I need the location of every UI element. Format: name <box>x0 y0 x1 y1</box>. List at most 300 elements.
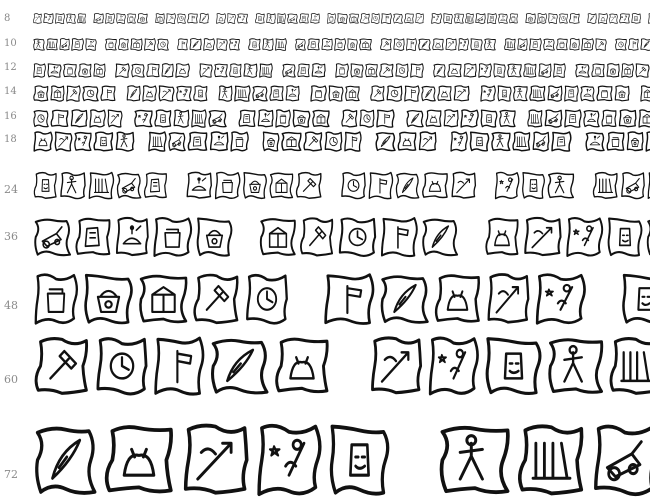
feather-icon <box>189 38 203 51</box>
bucket-icon <box>137 13 149 24</box>
glyph-word <box>480 85 631 102</box>
lawnmower-icon <box>33 216 74 258</box>
boy-face-icon <box>606 216 646 258</box>
glyph-word <box>340 171 478 200</box>
hammer-icon <box>33 335 94 397</box>
clock-wheel-icon <box>395 63 410 78</box>
stars-moon-icon <box>427 335 483 397</box>
gift-box-icon <box>537 13 548 24</box>
clock-wheel-icon <box>359 109 376 128</box>
jar-icon <box>310 85 328 102</box>
lawnmower-icon <box>116 171 143 200</box>
lawnmower-icon <box>538 63 553 78</box>
lawnmower-icon <box>208 109 228 128</box>
feather-icon <box>209 335 273 397</box>
hand-card-icon <box>71 38 85 51</box>
cat-icon <box>397 131 418 152</box>
glyph-word <box>218 85 301 102</box>
gift-box-icon <box>581 38 595 51</box>
bucket-icon <box>118 38 130 51</box>
clock-wheel-icon <box>131 63 146 78</box>
glyph-word <box>335 63 425 78</box>
size-label: 16 <box>4 111 17 122</box>
glyph-word <box>368 335 650 397</box>
lawnmower-icon <box>532 131 551 152</box>
hand-card-icon <box>238 109 257 128</box>
hammer-icon <box>370 85 386 102</box>
glyph-word <box>33 335 334 397</box>
books-shelf-icon <box>234 85 252 102</box>
cat-icon <box>203 38 216 51</box>
teapot-icon <box>116 13 127 24</box>
feather-icon <box>33 422 102 498</box>
sign-post-icon <box>153 335 209 397</box>
glyph-word <box>33 109 124 128</box>
hand-card-icon <box>564 109 583 128</box>
glyph-word <box>259 216 461 258</box>
teapot-icon <box>85 38 98 51</box>
cat-icon <box>175 63 191 78</box>
dancer-icon <box>243 63 259 78</box>
clock-wheel-icon <box>371 13 381 24</box>
gift-box-icon <box>269 171 295 200</box>
stars-moon-icon <box>229 38 241 51</box>
arrow-scroll-icon <box>368 335 427 397</box>
clock-wheel-icon <box>244 272 293 326</box>
stars-moon-icon <box>74 131 93 152</box>
jar-icon <box>509 13 519 24</box>
glyph-word <box>375 131 438 152</box>
hammer-icon <box>548 13 559 24</box>
stars-moon-icon <box>458 38 470 51</box>
glyph-sample-text <box>33 37 650 51</box>
gift-box-icon <box>345 85 361 102</box>
waterfall-row <box>0 170 650 200</box>
jar-icon <box>33 272 82 326</box>
hand-card-icon <box>551 131 573 152</box>
books-shelf-icon <box>523 63 538 78</box>
sign-post-icon <box>50 109 70 128</box>
jar-icon <box>327 13 337 24</box>
jar-icon <box>127 13 137 24</box>
glyph-word <box>33 272 293 326</box>
stars-moon-icon <box>478 63 493 78</box>
cat-icon <box>33 131 54 152</box>
arrow-scroll-icon <box>445 38 458 51</box>
hammer-icon <box>144 38 157 51</box>
stars-moon-icon <box>255 422 327 498</box>
dancer-icon <box>547 335 608 397</box>
jar-icon <box>105 38 118 51</box>
glyph-sample-text <box>33 13 650 24</box>
waterfall-row <box>0 266 650 326</box>
size-label: 48 <box>4 299 18 312</box>
jar-icon <box>591 63 606 78</box>
bucket-icon <box>350 63 365 78</box>
glyph-word <box>33 38 98 51</box>
gift-box-icon <box>640 85 650 102</box>
stars-moon-icon <box>619 13 631 24</box>
waterfall-row <box>0 13 650 24</box>
arrow-scroll-icon <box>415 13 425 24</box>
teapot-icon <box>310 13 321 24</box>
feather-icon <box>418 38 432 51</box>
glyph-word <box>33 131 136 152</box>
teapot-icon <box>575 63 591 78</box>
teapot-icon <box>583 109 601 128</box>
waterfall-row <box>0 108 650 128</box>
hammer-icon <box>380 38 393 51</box>
teapot-icon <box>585 131 606 152</box>
glyph-word <box>148 131 250 152</box>
clock-wheel-icon <box>559 13 569 24</box>
lawnmower-icon <box>287 13 299 24</box>
stars-moon-icon <box>237 13 249 24</box>
teapot-icon <box>543 38 556 51</box>
glyph-word <box>238 109 331 128</box>
glyph-word <box>592 171 650 200</box>
books-shelf-icon <box>527 109 544 128</box>
feather-icon <box>406 109 425 128</box>
cat-icon <box>425 109 443 128</box>
gift-box-icon <box>130 38 144 51</box>
feather-icon <box>375 131 397 152</box>
clock-wheel-icon <box>82 85 100 102</box>
clock-wheel-icon <box>386 85 404 102</box>
sign-post-icon <box>376 109 396 128</box>
clock-wheel-icon <box>94 335 153 397</box>
bucket-icon <box>614 85 631 102</box>
dancer-icon <box>266 13 277 24</box>
glyph-word <box>177 38 241 51</box>
cat-icon <box>216 13 227 24</box>
glyph-word <box>126 85 209 102</box>
hammer-icon <box>192 272 244 326</box>
hand-card-icon <box>33 63 47 78</box>
gift-box-icon <box>138 272 192 326</box>
hammer-icon <box>303 131 324 152</box>
waterfall-row <box>0 130 650 152</box>
size-label: 8 <box>4 13 11 24</box>
boy-face-icon <box>33 171 59 200</box>
teapot-icon <box>285 85 301 102</box>
size-label: 60 <box>4 373 18 386</box>
books-shelf-icon <box>88 171 116 200</box>
glyph-sample-text <box>33 84 650 102</box>
bucket-icon <box>242 171 269 200</box>
glyph-word <box>484 216 650 258</box>
arrow-scroll-icon <box>453 85 471 102</box>
feather-icon <box>379 272 433 326</box>
dancer-icon <box>454 13 465 24</box>
stars-moon-icon <box>214 63 229 78</box>
books-shelf-icon <box>504 38 517 51</box>
size-label: 10 <box>4 38 17 49</box>
feather-icon <box>70 109 89 128</box>
bucket-icon <box>569 38 581 51</box>
boy-face-icon <box>193 85 209 102</box>
sign-post-icon <box>569 13 581 24</box>
jar-icon <box>152 216 195 258</box>
size-label: 18 <box>4 134 17 145</box>
feather-icon <box>199 13 210 24</box>
glyph-word <box>248 38 288 51</box>
dancer-icon <box>646 216 650 258</box>
lawnmower-icon <box>168 131 187 152</box>
books-shelf-icon <box>275 38 288 51</box>
stars-moon-icon <box>43 13 55 24</box>
jar-icon <box>601 109 618 128</box>
dancer-icon <box>491 131 512 152</box>
feather-icon <box>421 85 437 102</box>
arrow-scroll-icon <box>485 272 534 326</box>
dancer-icon <box>484 38 497 51</box>
glyph-word <box>323 272 590 326</box>
sign-post-icon <box>410 63 425 78</box>
stars-moon-icon <box>565 216 606 258</box>
boy-face-icon <box>521 171 547 200</box>
size-label: 12 <box>4 62 17 73</box>
jar-icon <box>63 63 78 78</box>
cat-icon <box>484 216 522 258</box>
clock-wheel-icon <box>33 109 50 128</box>
sign-post-icon <box>628 38 640 51</box>
glyph-word <box>433 63 567 78</box>
glyph-word <box>370 85 471 102</box>
glyph-word <box>620 272 650 326</box>
glyph-sample-text <box>33 329 650 397</box>
gift-box-icon <box>349 13 360 24</box>
books-shelf-icon <box>148 131 168 152</box>
jar-icon <box>596 85 614 102</box>
glyph-word <box>33 171 169 200</box>
gift-box-icon <box>312 109 331 128</box>
dancer-icon <box>513 85 529 102</box>
gift-box-icon <box>50 85 66 102</box>
waterfall-row <box>0 61 650 78</box>
sign-post-icon <box>100 85 117 102</box>
jar-icon <box>334 38 347 51</box>
dancer-icon <box>262 38 275 51</box>
glyph-word <box>327 13 425 24</box>
gift-box-icon <box>281 131 303 152</box>
glyph-word <box>33 422 396 498</box>
books-shelf-icon <box>608 335 650 397</box>
lawnmower-icon <box>252 85 269 102</box>
hammer-icon <box>360 13 371 24</box>
books-shelf-icon <box>277 13 287 24</box>
lawnmower-icon <box>93 13 105 24</box>
teapot-icon <box>185 171 214 200</box>
gift-box-icon <box>621 63 635 78</box>
arrow-scroll-icon <box>227 13 237 24</box>
cat-icon <box>102 422 180 498</box>
size-label: 14 <box>4 86 17 97</box>
bucket-icon <box>82 272 138 326</box>
glyph-word <box>406 109 517 128</box>
cat-icon <box>404 13 415 24</box>
feather-icon <box>395 171 421 200</box>
boy-face-icon <box>470 38 484 51</box>
hammer-icon <box>341 109 359 128</box>
hand-card-icon <box>487 13 498 24</box>
size-label: 72 <box>4 468 18 481</box>
bucket-icon <box>606 63 621 78</box>
arrow-scroll-icon <box>54 131 74 152</box>
jar-icon <box>230 131 250 152</box>
feather-icon <box>161 63 175 78</box>
cat-icon <box>89 109 107 128</box>
waterfall-row <box>0 37 650 51</box>
arrow-scroll-icon <box>609 13 619 24</box>
dancer-icon <box>66 13 77 24</box>
gift-box-icon <box>365 63 379 78</box>
teapot-icon <box>47 63 63 78</box>
gift-box-icon <box>359 38 373 51</box>
hand-card-icon <box>269 85 285 102</box>
clock-wheel-icon <box>393 38 406 51</box>
glyph-word <box>525 13 581 24</box>
hammer-icon <box>166 13 177 24</box>
teapot-icon <box>311 63 327 78</box>
boy-face-icon <box>443 13 454 24</box>
lawnmower-icon <box>475 13 487 24</box>
glyph-word <box>33 85 117 102</box>
glyph-word <box>134 109 228 128</box>
feather-icon <box>421 216 461 258</box>
feather-icon <box>587 13 598 24</box>
sign-post-icon <box>368 171 395 200</box>
gift-box-icon <box>155 13 166 24</box>
cat-icon <box>447 63 463 78</box>
hammer-icon <box>115 63 131 78</box>
hand-card-icon <box>529 38 543 51</box>
feather-icon <box>640 38 650 51</box>
cat-icon <box>273 335 334 397</box>
books-shelf-icon <box>259 63 274 78</box>
jar-icon <box>556 38 569 51</box>
glyph-word <box>310 85 361 102</box>
arrow-scroll-icon <box>450 171 478 200</box>
cat-icon <box>437 85 453 102</box>
glyph-word <box>255 13 321 24</box>
dancer-icon <box>115 131 136 152</box>
arrow-scroll-icon <box>443 109 460 128</box>
boy-face-icon <box>497 85 513 102</box>
feather-icon <box>393 13 404 24</box>
glyph-word <box>216 13 249 24</box>
sign-post-icon <box>404 85 421 102</box>
stars-moon-icon <box>134 109 154 128</box>
sign-post-icon <box>344 131 363 152</box>
hand-card-icon <box>553 63 567 78</box>
bucket-icon <box>337 13 349 24</box>
glyph-word <box>33 63 107 78</box>
waterfall-row <box>0 84 650 102</box>
arrow-scroll-icon <box>463 63 478 78</box>
glyph-word <box>105 38 170 51</box>
arrow-scroll-icon <box>107 109 124 128</box>
glyph-sample-text <box>33 208 650 258</box>
bucket-icon <box>347 38 359 51</box>
glyph-word <box>587 13 642 24</box>
glyph-sample-text <box>33 130 650 152</box>
cat-icon <box>142 85 158 102</box>
arrow-scroll-icon <box>216 38 229 51</box>
boy-face-icon <box>154 109 173 128</box>
glyph-word <box>494 171 576 200</box>
hand-card-icon <box>74 216 114 258</box>
jar-icon <box>214 171 242 200</box>
jar-icon <box>335 63 350 78</box>
arrow-scroll-icon <box>418 131 438 152</box>
glyph-word <box>640 85 650 102</box>
feather-icon <box>433 63 447 78</box>
glyph-word <box>504 38 608 51</box>
waterfall-row <box>0 208 650 258</box>
books-shelf-icon <box>512 131 532 152</box>
arrow-scroll-icon <box>199 63 214 78</box>
glyph-word <box>295 38 373 51</box>
bucket-icon <box>78 63 93 78</box>
hammer-icon <box>66 85 82 102</box>
sign-post-icon <box>146 63 161 78</box>
jar-icon <box>275 109 292 128</box>
waterfall-row <box>0 412 650 498</box>
glyph-sample-text <box>33 108 650 128</box>
clock-wheel-icon <box>177 13 187 24</box>
glyph-sample-text <box>33 61 650 78</box>
glyph-sample-text <box>33 412 650 498</box>
stars-moon-icon <box>431 13 443 24</box>
sign-post-icon <box>323 272 379 326</box>
teapot-icon <box>498 13 509 24</box>
clock-wheel-icon <box>615 38 628 51</box>
boy-face-icon <box>469 131 491 152</box>
clock-wheel-icon <box>337 216 380 258</box>
hammer-icon <box>635 63 650 78</box>
dancer-icon <box>33 38 46 51</box>
boy-face-icon <box>248 38 262 51</box>
glyph-word <box>282 63 327 78</box>
bucket-icon <box>618 109 638 128</box>
size-label: 36 <box>4 230 18 243</box>
gift-box-icon <box>638 109 650 128</box>
glyph-word <box>33 216 236 258</box>
teapot-icon <box>209 131 230 152</box>
clock-wheel-icon <box>340 171 368 200</box>
boy-face-icon <box>327 422 396 498</box>
lawnmower-icon <box>295 38 307 51</box>
hand-card-icon <box>105 13 116 24</box>
boy-face-icon <box>480 109 499 128</box>
teapot-icon <box>114 216 152 258</box>
glyph-word <box>155 13 210 24</box>
boy-face-icon <box>493 63 507 78</box>
hammer-icon <box>379 63 395 78</box>
glyph-sample-text <box>33 170 650 200</box>
stars-moon-icon <box>176 85 193 102</box>
size-label: 24 <box>4 183 18 196</box>
glyph-word <box>380 38 497 51</box>
glyph-word <box>33 13 87 24</box>
hand-card-icon <box>307 38 321 51</box>
books-shelf-icon <box>46 38 59 51</box>
glyph-word <box>262 131 363 152</box>
boy-face-icon <box>93 131 115 152</box>
glyph-word <box>431 13 519 24</box>
boy-face-icon <box>229 63 243 78</box>
